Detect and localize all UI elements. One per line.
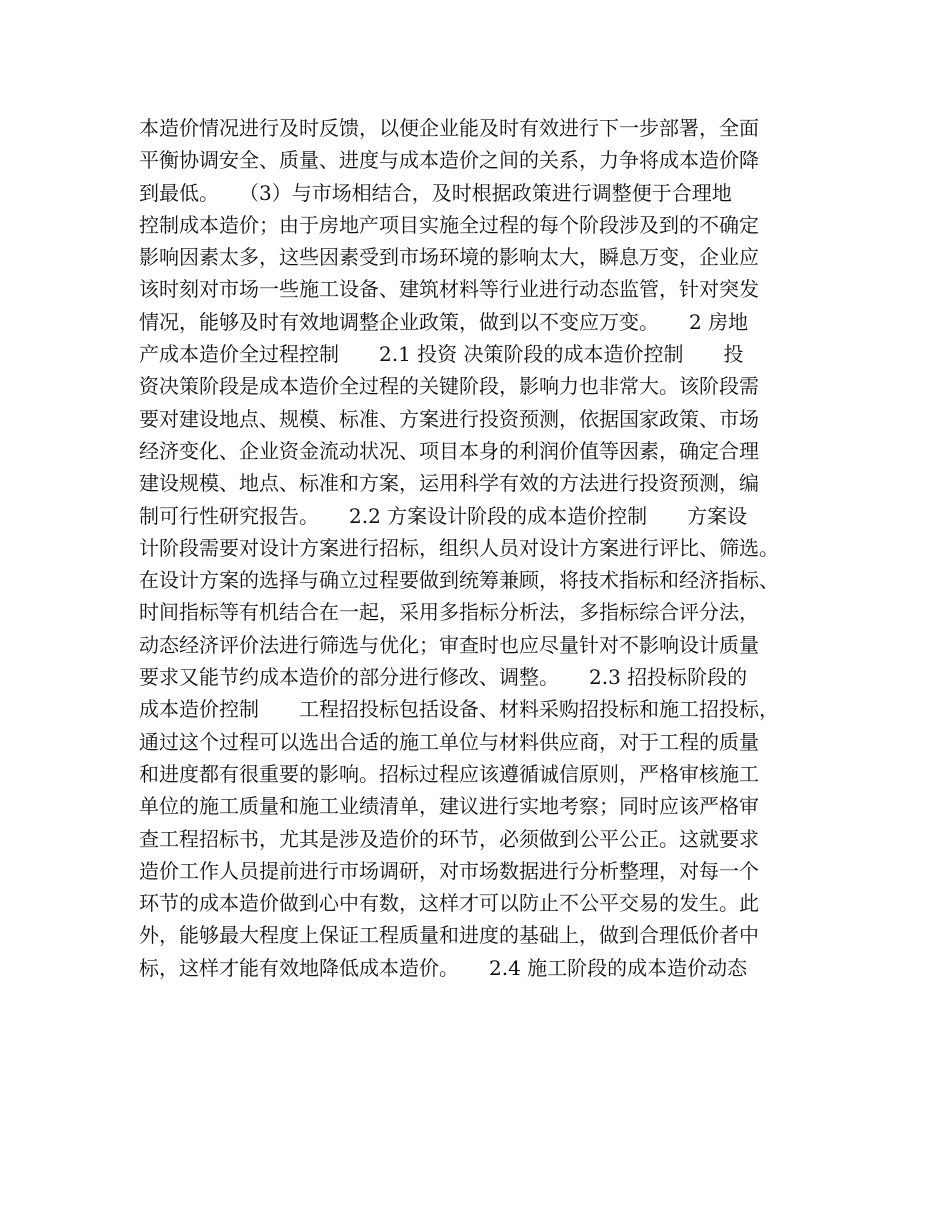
text-line: 要对建设地点、规模、标准、方案进行投资预测，依据国家政策、市场 bbox=[139, 406, 759, 431]
text-line: 该时刻对市场一些施工设备、建筑材料等行业进行动态监管，针对突发 bbox=[139, 277, 759, 302]
text-line: 时间指标等有机结合在一起，采用多指标分析法，多指标综合评分法， bbox=[139, 600, 759, 625]
body-text bbox=[139, 112, 829, 984]
text-line: 单位的施工质量和施工业绩清单，建议进行实地考察；同时应该严格审 bbox=[139, 794, 759, 819]
text-line: 标，这样才能有效地降低成本造价。 2.4 施工阶段的成本造价动态 bbox=[139, 955, 748, 980]
text-line: 在设计方案的选择与确立过程要做到统筹兼顾，将技术指标和经济指标、 bbox=[139, 568, 779, 593]
text-line: 控制成本造价；由于房地产项目实施全过程的每个阶段涉及到的不确定 bbox=[139, 212, 759, 237]
text-line: 制可行性研究报告。 2.2 方案设计阶段的成本造价控制 方案设 bbox=[139, 503, 748, 528]
text-line: 要求又能节约成本造价的部分进行修改、调整。 2.3 招投标阶段的 bbox=[139, 665, 748, 690]
text-line: 资决策阶段是成本造价全过程的关键阶段，影响力也非常大。该阶段需 bbox=[139, 374, 759, 399]
text-line: 造价工作人员提前进行市场调研，对市场数据进行分析整理，对每一个 bbox=[139, 858, 759, 883]
text-line: 情况，能够及时有效地调整企业政策，做到以不变应万变。 2 房地 bbox=[139, 309, 749, 334]
text-line: 通过这个过程可以选出合适的施工单位与材料供应商，对于工程的质量 bbox=[139, 729, 759, 754]
text-line: 影响因素太多，这些因素受到市场环境的影响太大，瞬息万变，企业应 bbox=[139, 245, 759, 270]
text-line: 和进度都有很重要的影响。招标过程应该遵循诚信原则，严格审核施工 bbox=[139, 761, 759, 786]
text-line: 建设规模、地点、标准和方案，运用科学有效的方法进行投资预测，编 bbox=[139, 471, 759, 496]
text-line: 计阶段需要对设计方案进行招标，组织人员对设计方案进行评比、筛选。 bbox=[139, 535, 779, 560]
text-line: 外，能够最大程度上保证工程质量和进度的基础上，做到合理低价者中 bbox=[139, 923, 759, 948]
text-line: 平衡协调安全、质量、进度与成本造价之间的关系，力争将成本造价降 bbox=[139, 148, 759, 173]
text-line: 经济变化、企业资金流动状况、项目本身的利润价值等因素，确定合理 bbox=[139, 438, 759, 463]
text-line: 查工程招标书，尤其是涉及造价的环节，必须做到公平公正。这就要求 bbox=[139, 826, 759, 851]
text-line: 到最低。 （3）与市场相结合，及时根据政策进行调整便于合理地 bbox=[139, 180, 732, 205]
text-line: 动态经济评价法进行筛选与优化；审查时也应尽量针对不影响设计质量 bbox=[139, 632, 759, 657]
text-line: 环节的成本造价做到心中有数，这样才可以防止不公平交易的发生。此 bbox=[139, 891, 759, 916]
text-line: 成本造价控制 工程招投标包括设备、材料采购招投标和施工招投标， bbox=[139, 697, 779, 722]
text-line: 本造价情况进行及时反馈，以便企业能及时有效进行下一步部署，全面 bbox=[139, 116, 759, 140]
text-line: 产成本造价全过程控制 2.1 投资 决策阶段的成本造价控制 投 bbox=[139, 342, 744, 367]
